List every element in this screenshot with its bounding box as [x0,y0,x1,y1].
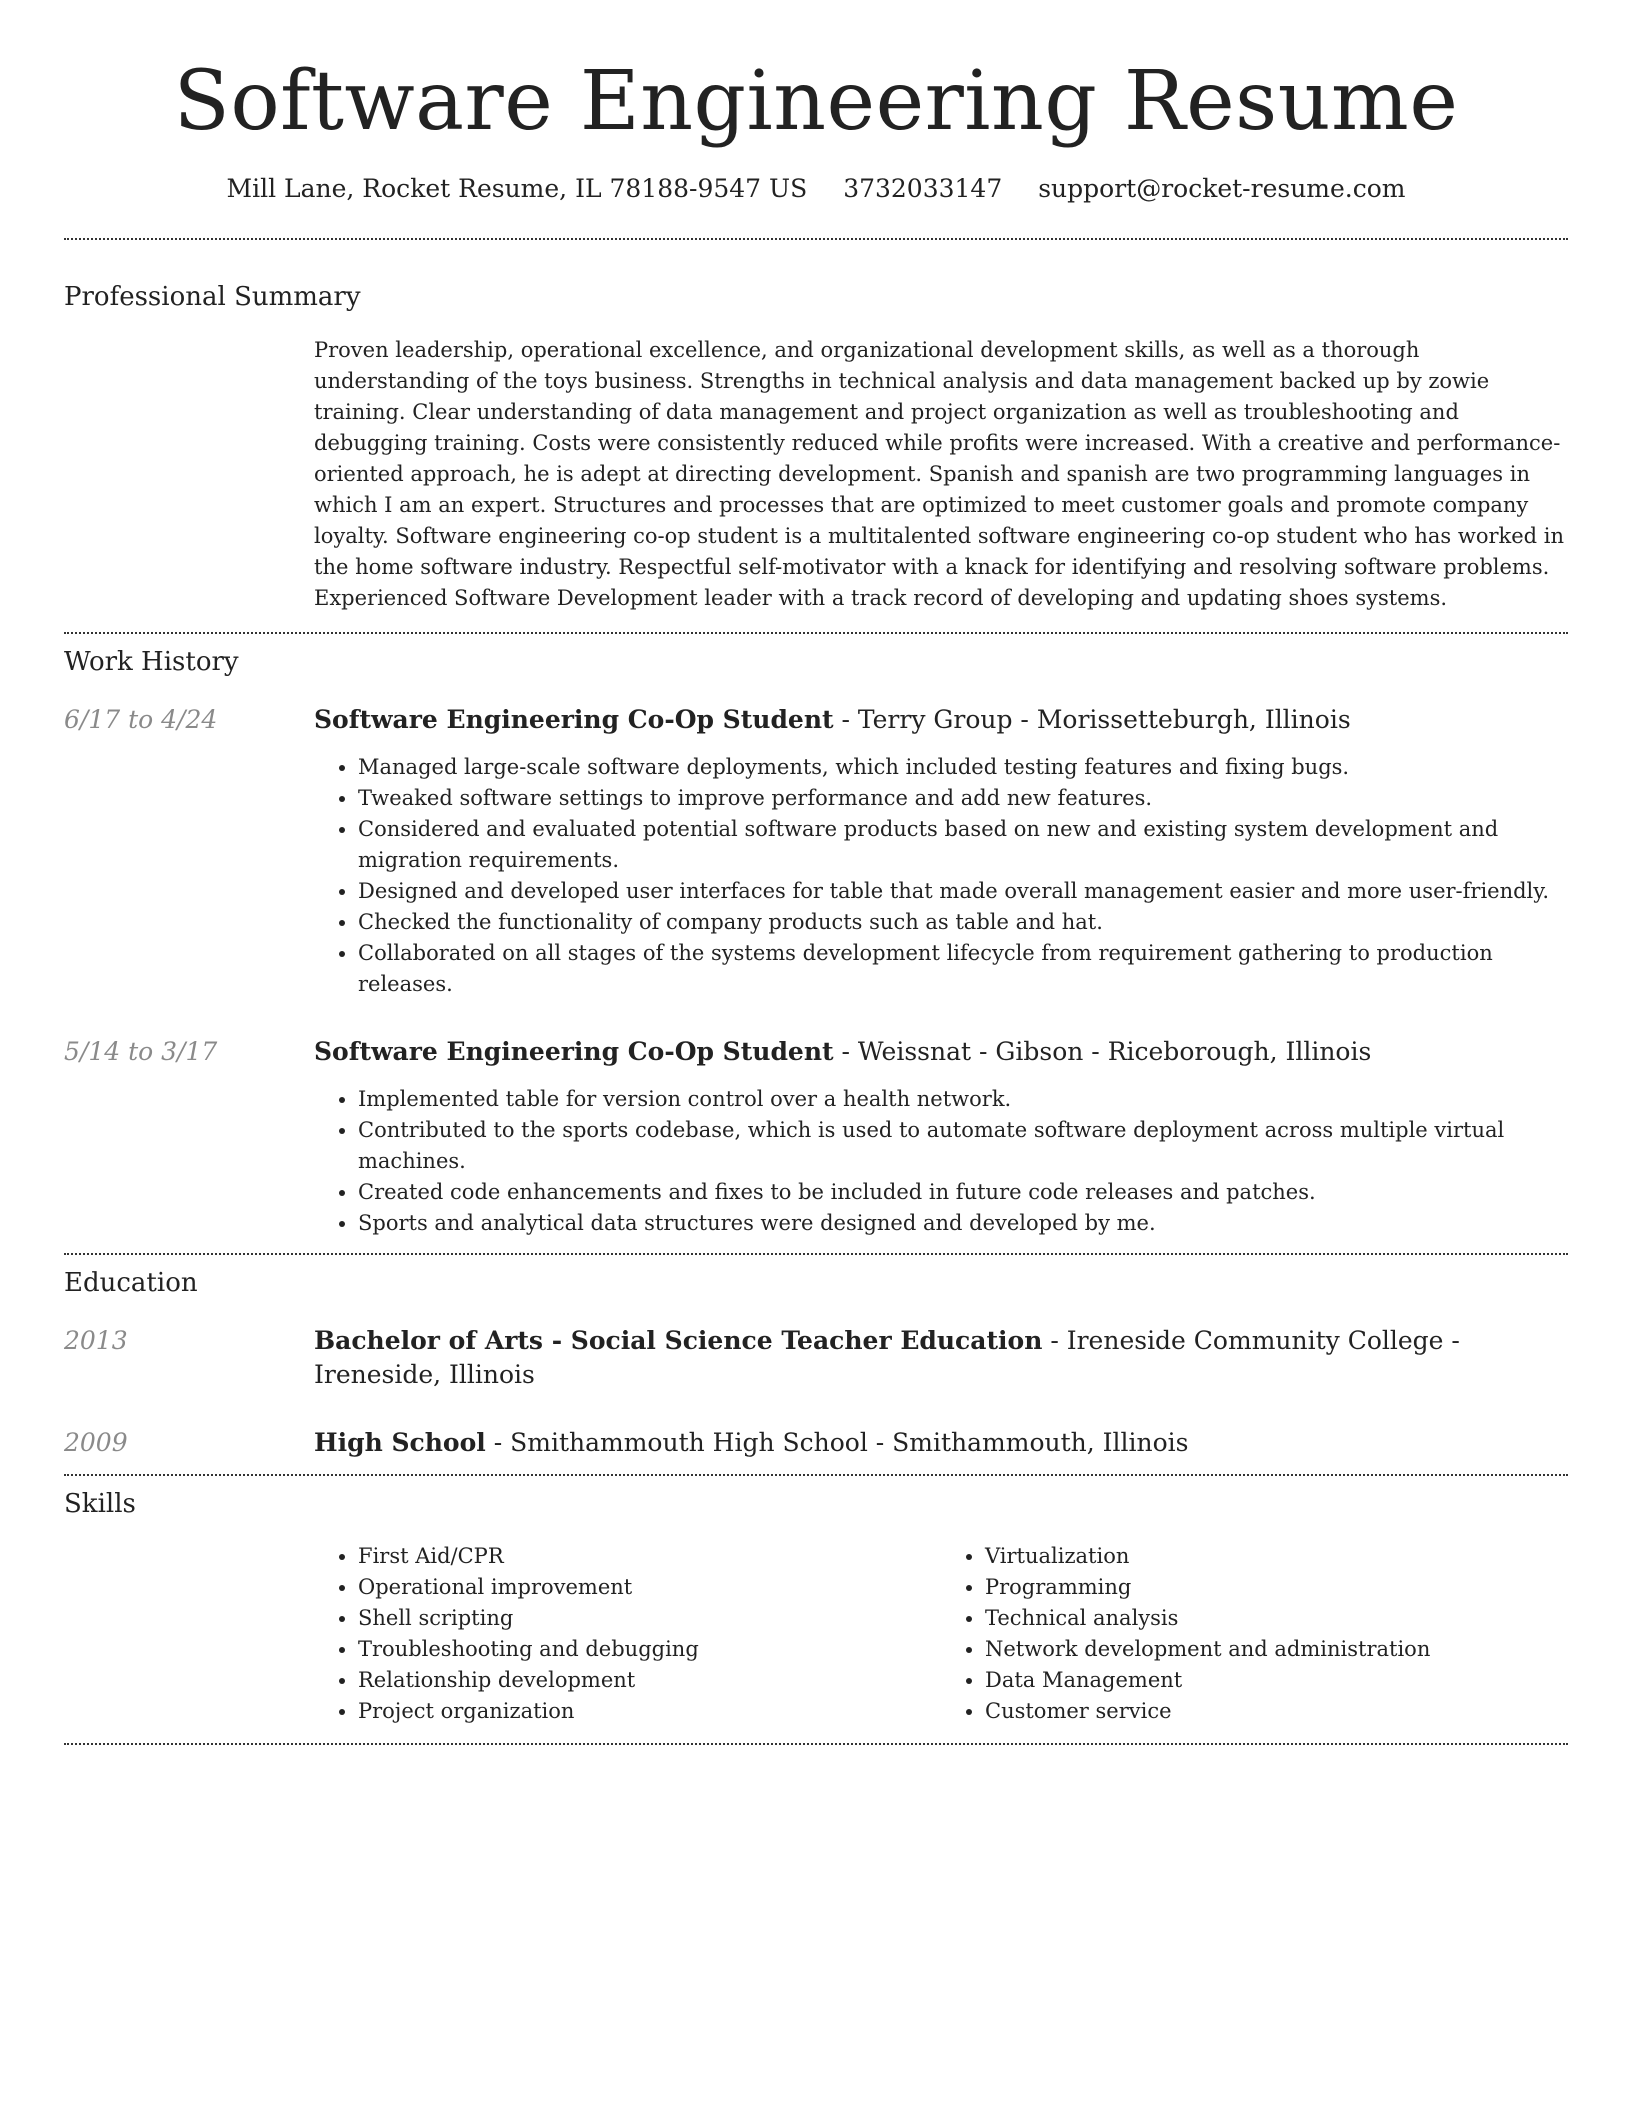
list-item: • Programming [985,1572,1568,1603]
contact-phone: 3732033147 [843,174,1003,203]
resume-page [64,0,1568,1745]
list-item: • Managed large-scale software deployments, which included testing features and fixing bugs. [358,752,1568,783]
job-role: Software Engineering Co-Op Student [314,1037,834,1066]
list-item: • Sports and analytical data structures were designed and developed by me. [358,1208,1568,1239]
section-title-summary: Professional Summary [64,282,361,312]
list-item: • Relationship development [358,1665,941,1696]
contact-line [64,172,1568,206]
job-role: Software Engineering Co-Op Student [314,705,834,734]
section-title-education: Education [64,1268,198,1298]
resume-title: Software Engineering Resume [173,54,1459,149]
list-item: • Virtualization [985,1541,1568,1572]
job-entry [64,703,1568,1000]
skills-list-right [941,1541,1568,1727]
list-item: • Customer service [985,1696,1568,1727]
list-item: • Collaborated on all stages of the systems development lifecycle from requirement gathering to production releases. [358,938,1568,1000]
list-item: • Tweaked software settings to improve performance and add new features. [358,783,1568,814]
list-item: • Operational improvement [358,1572,941,1603]
education-section [64,1255,1568,1474]
education-degree: High School [314,1428,486,1457]
job-entry [64,1035,1568,1253]
list-item: • First Aid/CPR [358,1541,941,1572]
divider [64,1743,1568,1745]
education-entry [64,1426,1568,1474]
list-item: • Checked the functionality of company products such as table and hat. [358,907,1568,938]
job-heading [314,1035,1568,1069]
list-item: • Shell scripting [358,1603,941,1634]
job-bullets [314,752,1568,1000]
education-details: - Ireneside Community College - Ireneside, Illinois [314,1326,1460,1389]
contact-address: Mill Lane, Rocket Resume, IL 78188-9547 US [226,174,808,203]
list-item: • Designed and developed user interfaces for table that made overall management easier and more user-friendly. [358,876,1568,907]
skills-list-left [314,1541,941,1727]
summary-text: Proven leadership, operational excellence, and organizational development skills, as well as a thorough understanding of the toys business. Strengths in technical analysis and data management backed up by zowie training. Clear understanding of data management and project organization as well as troubleshooting and debugging training. Costs were consistently reduced while profits were increased. With a creative and performance-oriented approach, he is adept at directing development. Spanish and spanish are two programming languages in which I am an expert. Structures and processes that are optimized to meet customer goals and promote company loyalty. Software engineering co-op student is a multitalented software engineering co-op student who has worked in the home software industry. Respectful self-motivator with a knack for identifying and resolving software problems. Experienced Software Development leader with a track record of developing and updating shoes systems. [314,338,1565,610]
job-dates: 6/17 to 4/24 [64,705,218,734]
list-item: • Troubleshooting and debugging [358,1634,941,1665]
education-entry [64,1324,1568,1392]
work-history-section [64,634,1568,1253]
job-details: - Weissnat - Gibson - Riceborough, Illinois [833,1037,1372,1066]
summary-section [64,240,1568,632]
education-details: - Smithammouth High School - Smithammouth, Illinois [485,1428,1189,1457]
list-item: • Data Management [985,1665,1568,1696]
education-year: 2013 [64,1326,128,1355]
job-details: - Terry Group - Morissetteburgh, Illinois [833,705,1351,734]
list-item: • Considered and evaluated potential software products based on new and existing system development and migration requirements. [358,814,1568,876]
list-item: • Technical analysis [985,1603,1568,1634]
section-title-skills: Skills [64,1489,136,1519]
education-heading [314,1426,1568,1460]
skills-columns [314,1541,1568,1743]
contact-email: support@rocket-resume.com [1038,174,1406,203]
job-heading [314,703,1568,737]
education-year: 2009 [64,1428,128,1457]
list-item: • Project organization [358,1696,941,1727]
list-item: • Created code enhancements and fixes to be included in future code releases and patches. [358,1177,1568,1208]
job-dates: 5/14 to 3/17 [64,1037,218,1066]
list-item: • Implemented table for version control over a health network. [358,1084,1568,1115]
list-item: • Contributed to the sports codebase, which is used to automate software deployment across multiple virtual machines. [358,1115,1568,1177]
skills-section [64,1476,1568,1743]
education-degree: Bachelor of Arts - Social Science Teacher Education [314,1326,1043,1355]
section-title-work-history: Work History [64,647,239,677]
list-item: • Network development and administration [985,1634,1568,1665]
education-heading [314,1324,1568,1392]
job-bullets [314,1084,1568,1253]
